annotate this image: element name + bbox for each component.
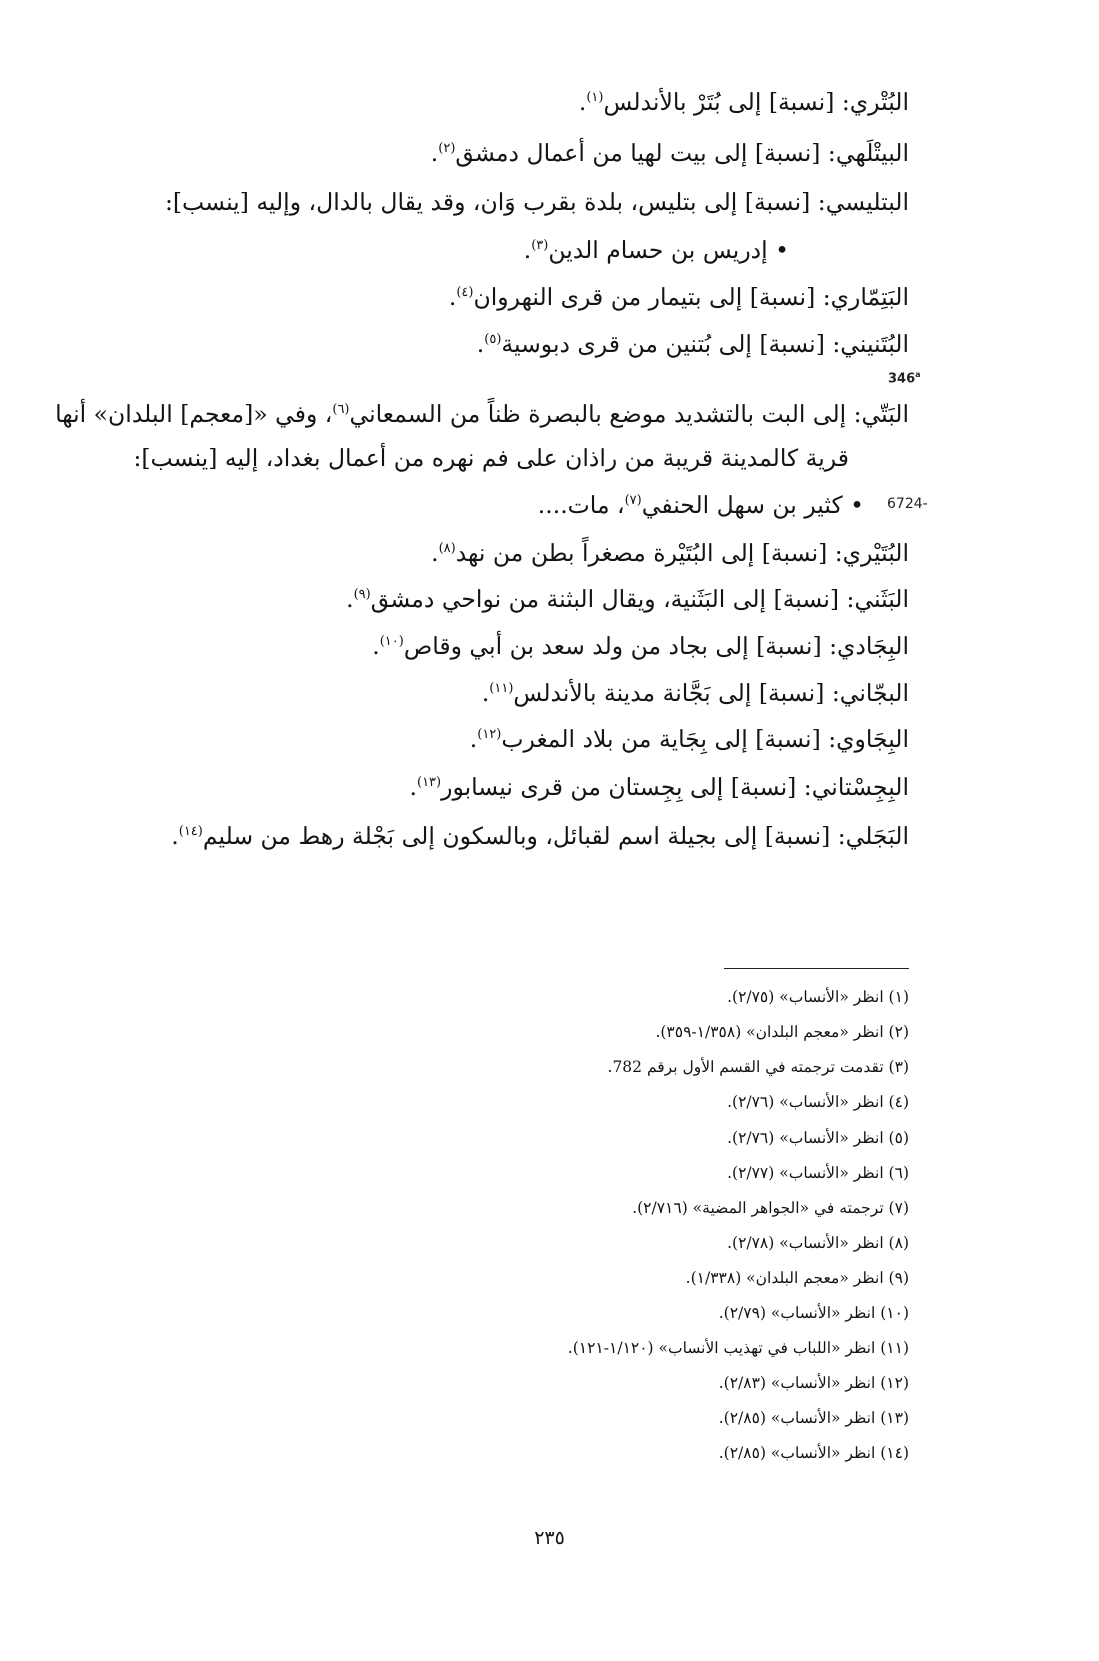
footnote-marker: (١١) (489, 681, 514, 697)
entry-albaytlahi (431, 137, 909, 169)
entry-text: البُتَنيني: [نسبة] إلى بُتنين من قرى دبوسية (501, 330, 909, 358)
entry-text: البِجَاوي: [نسبة] إلى بِجَاية من بلاد المغرب (501, 725, 909, 753)
entry-end: ، وفي «[معجم] البلدان» أنها (55, 400, 333, 428)
entry-albutri (579, 86, 909, 118)
page-number: ٢٣٥ (534, 1527, 565, 1549)
footnote-1: (١) انظر «الأنساب» (٢/٧٥). (727, 988, 909, 1006)
footnote-marker: (٦) (332, 402, 350, 418)
entry-kathir-bullet (538, 489, 864, 521)
entry-albatimmari (449, 281, 909, 313)
footnote-2: (٢) انظر «معجم البلدان» (١/٣٥٨-٣٥٩). (655, 1023, 909, 1041)
entry-end: . (431, 539, 439, 567)
entry-albutayri (431, 537, 909, 569)
footnote-marker: (٢) (438, 141, 456, 157)
entry-albijistani (410, 771, 910, 803)
footnote-marker: (٨) (438, 541, 456, 557)
footnote-marker: (٤) (456, 285, 474, 301)
entry-albajjani (482, 677, 909, 709)
entry-albatti (55, 398, 909, 430)
footnote-marker: (٩) (353, 587, 371, 603)
entry-end: . (578, 88, 587, 116)
footnote-marker: (١٤) (178, 824, 203, 840)
entry-text: البَجَلي: [نسبة] إلى بجيلة اسم لقبائل، وبالسكون إلى بَجْلة رهط من سليم (202, 822, 909, 850)
entry-end: . (430, 139, 439, 167)
entry-end: . (409, 773, 417, 801)
entry-text: البِجَادي: [نسبة] إلى بجاد من ولد سعد بن أبي وقاص (403, 632, 909, 660)
entry-text: البَتِمّاري: [نسبة] إلى بتيمار من قرى النهروان (473, 283, 909, 311)
entry-end: . (469, 725, 478, 753)
footnote-9: (٩) انظر «معجم البلدان» (١/٣٣٨). (685, 1269, 909, 1287)
footnote-marker: (٥) (484, 332, 502, 348)
footnote-14: (١٤) انظر «الأنساب» (٢/٨٥). (718, 1444, 909, 1462)
footnote-separator (724, 968, 909, 969)
footnote-marker: (٧) (624, 493, 642, 509)
footnote-marker: (٣) (531, 238, 549, 254)
entry-end: . (448, 283, 457, 311)
entry-text: البجّاني: [نسبة] إلى بَجَّانة مدينة بالأندلس (513, 679, 909, 707)
footnote-3: (٣) تقدمت ترجمته في القسم الأول برقم 782. (607, 1058, 909, 1076)
entry-text: البُتَيْري: [نسبة] إلى البُتَيْرة مصغراً بطن من نهد (455, 539, 909, 567)
entry-text: • كثير بن سهل الحنفي (641, 491, 864, 519)
entry-end: . (481, 679, 490, 707)
entry-text: البِجِسْتاني: [نسبة] إلى بِجِستان من قرى نيسابور (441, 773, 909, 801)
entry-albatlisi (165, 186, 909, 218)
entry-end: . (372, 632, 380, 660)
entry-end: . (346, 585, 354, 613)
entry-end: . (476, 330, 485, 358)
entry-end: ، مات.... (537, 491, 625, 519)
entry-end: . (523, 236, 532, 264)
footnote-11: (١١) انظر «اللباب في تهذيب الأنساب» (١/١٢٠-١٢١). (567, 1339, 909, 1357)
footnote-marker: (١٠) (379, 634, 404, 650)
entry-albathani (346, 583, 909, 615)
footnote-marker: (١٣) (416, 775, 442, 791)
footnote-marker: (١) (586, 90, 604, 106)
entry-text: البَثَني: [نسبة] إلى البَثَنية، ويقال البثنة من نواحي دمشق (370, 585, 909, 613)
entry-text: البَتّي: إلى البت بالتشديد موضع بالبصرة ظناً من السمعاني (349, 400, 909, 428)
footnote-12: (١٢) انظر «الأنساب» (٢/٨٣). (718, 1374, 909, 1392)
entry-text: البُتْري: [نسبة] إلى بُتَرْ بالأندلس (603, 88, 909, 116)
footnote-13: (١٣) انظر «الأنساب» (٢/٨٥). (718, 1409, 909, 1427)
entry-text: البتليسي: [نسبة] إلى بتليس، بلدة بقرب وَان، وقد يقال بالدال، وإليه [ينسب]: (164, 188, 909, 216)
entry-albatti-continuation (133, 442, 849, 474)
entry-idris-bullet (524, 234, 789, 266)
footnote-8: (٨) انظر «الأنساب» (٢/٧٨). (727, 1234, 909, 1252)
entry-albutanini (477, 328, 909, 360)
footnote-marker: (١٢) (477, 727, 502, 743)
footnote-6: (٦) انظر «الأنساب» (٢/٧٧). (727, 1164, 909, 1182)
footnote-7: (٧) ترجمته في «الجواهر المضية» (٢/٧١٦). (632, 1199, 909, 1217)
entry-albajali (171, 820, 909, 852)
entry-text: • إدريس بن حسام الدين (548, 236, 789, 264)
entry-text: قرية كالمدينة قريبة من راذان على فم نهره من أعمال بغداد، إليه [ينسب]: (133, 444, 849, 472)
entry-albijadi (372, 630, 909, 662)
footnote-5: (٥) انظر «الأنساب» (٢/٧٦). (727, 1129, 909, 1147)
folio-marker: 346$^a$ (888, 370, 921, 387)
entry-text: البيتْلَهي: [نسبة] إلى بيت لهيا من أعمال دمشق (455, 139, 909, 167)
footnote-4: (٤) انظر «الأنساب» (٢/٧٦). (727, 1093, 909, 1111)
footnote-10: (١٠) انظر «الأنساب» (٢/٧٩). (718, 1304, 909, 1322)
entry-albijawi (470, 723, 909, 755)
entry-number: 6724- (887, 496, 928, 512)
entry-end: . (171, 822, 179, 850)
